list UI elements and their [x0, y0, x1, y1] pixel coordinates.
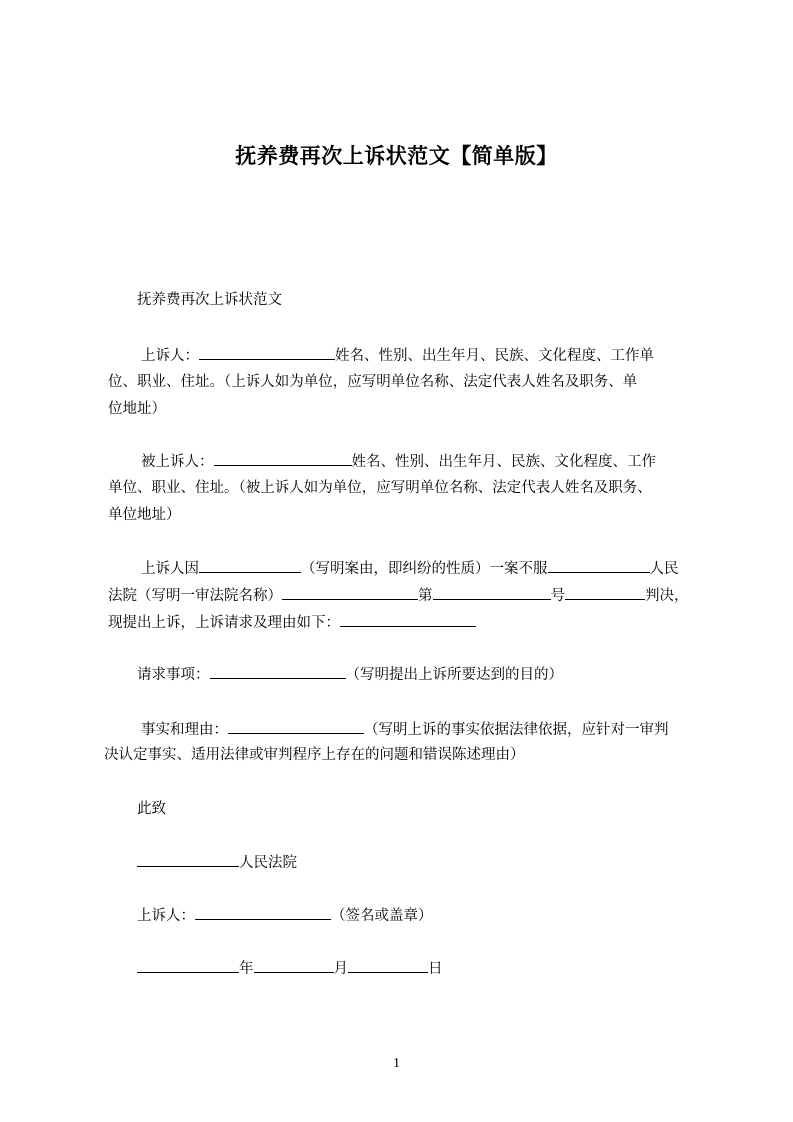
document-subtitle: 抚养费再次上诉状范文: [137, 292, 282, 308]
case-text-7: 判决，: [645, 588, 689, 604]
court-label: 人民法院: [239, 855, 297, 871]
claims-note: （写明提出上诉所要达到的目的）: [345, 667, 563, 683]
signature-line: [137, 905, 433, 926]
case-text-4: 法院（写明一审法院名称）: [108, 588, 282, 604]
appeal-reason-blank: [340, 612, 476, 627]
appellee-line-3: 单位地址）: [108, 507, 181, 523]
document-title: 抚养费再次上诉状范文【简单版】: [235, 144, 558, 168]
facts-blank: [228, 719, 364, 734]
day-label: 日: [428, 961, 443, 977]
month-label: 月: [333, 961, 348, 977]
case-text-8: 现提出上诉，上诉请求及理由如下：: [108, 615, 340, 631]
signature-label: 上诉人：: [137, 908, 195, 924]
day-blank: [348, 958, 428, 973]
facts-line-1: [141, 719, 669, 740]
claims-label: 请求事项：: [137, 667, 210, 683]
closing-text: 此致: [137, 801, 166, 817]
signature-blank: [195, 905, 331, 920]
appellant-line-2: 位、职业、住址。（上诉人如为单位，应写明单位名称、法定代表人姓名及职务、单: [108, 374, 638, 390]
case-number-blank: [433, 585, 551, 600]
appellant-label: 上诉人：: [141, 348, 199, 364]
facts-line-2: 决认定事实、适用法律或审判程序上存在的问题和错误陈述理由）: [104, 747, 525, 763]
case-text-5: 第: [418, 588, 433, 604]
page-number: 1: [393, 1056, 400, 1071]
case-year-blank: [282, 585, 418, 600]
case-line-2: [108, 585, 689, 606]
case-cause-blank: [199, 558, 301, 573]
appellee-line-1: [141, 451, 656, 472]
appellant-name-blank: [199, 345, 335, 360]
appellant-line-1: [141, 345, 654, 366]
case-text-3: 人民: [649, 561, 679, 577]
appellee-line-2: 单位、职业、住址。（被上诉人如为单位，应写明单位名称、法定代表人姓名及职务、: [108, 480, 652, 496]
claims-blank: [210, 664, 346, 679]
month-blank: [254, 958, 334, 973]
case-line-1: [141, 558, 679, 579]
claims-line: [137, 664, 563, 685]
appellant-line-1-text: 姓名、性别、出生年月、民族、文化程度、工作单: [335, 348, 654, 364]
case-line-3: [108, 612, 476, 633]
appellant-line-3: 位地址）: [108, 401, 166, 417]
case-text-1: 上诉人因: [141, 561, 199, 577]
judgment-type-blank: [565, 585, 645, 600]
court-blank: [137, 852, 239, 867]
appellee-name-blank: [214, 451, 352, 466]
court-name-blank: [548, 558, 650, 573]
court-line: [137, 852, 297, 873]
case-text-6: 号: [550, 588, 565, 604]
facts-label: 事实和理由：: [141, 722, 228, 738]
case-text-2: （写明案由，即纠纷的性质）一案不服: [301, 561, 548, 577]
signature-note: （签名或盖章）: [331, 908, 433, 924]
appellee-line-1-text: 姓名、性别、出生年月、民族、文化程度、工作: [351, 454, 656, 470]
year-blank: [137, 958, 239, 973]
facts-line-1-text: （写明上诉的事实依据法律依据，应针对一审判: [364, 722, 669, 738]
year-label: 年: [239, 961, 254, 977]
appellee-label: 被上诉人：: [141, 454, 214, 470]
date-line: [137, 958, 443, 979]
